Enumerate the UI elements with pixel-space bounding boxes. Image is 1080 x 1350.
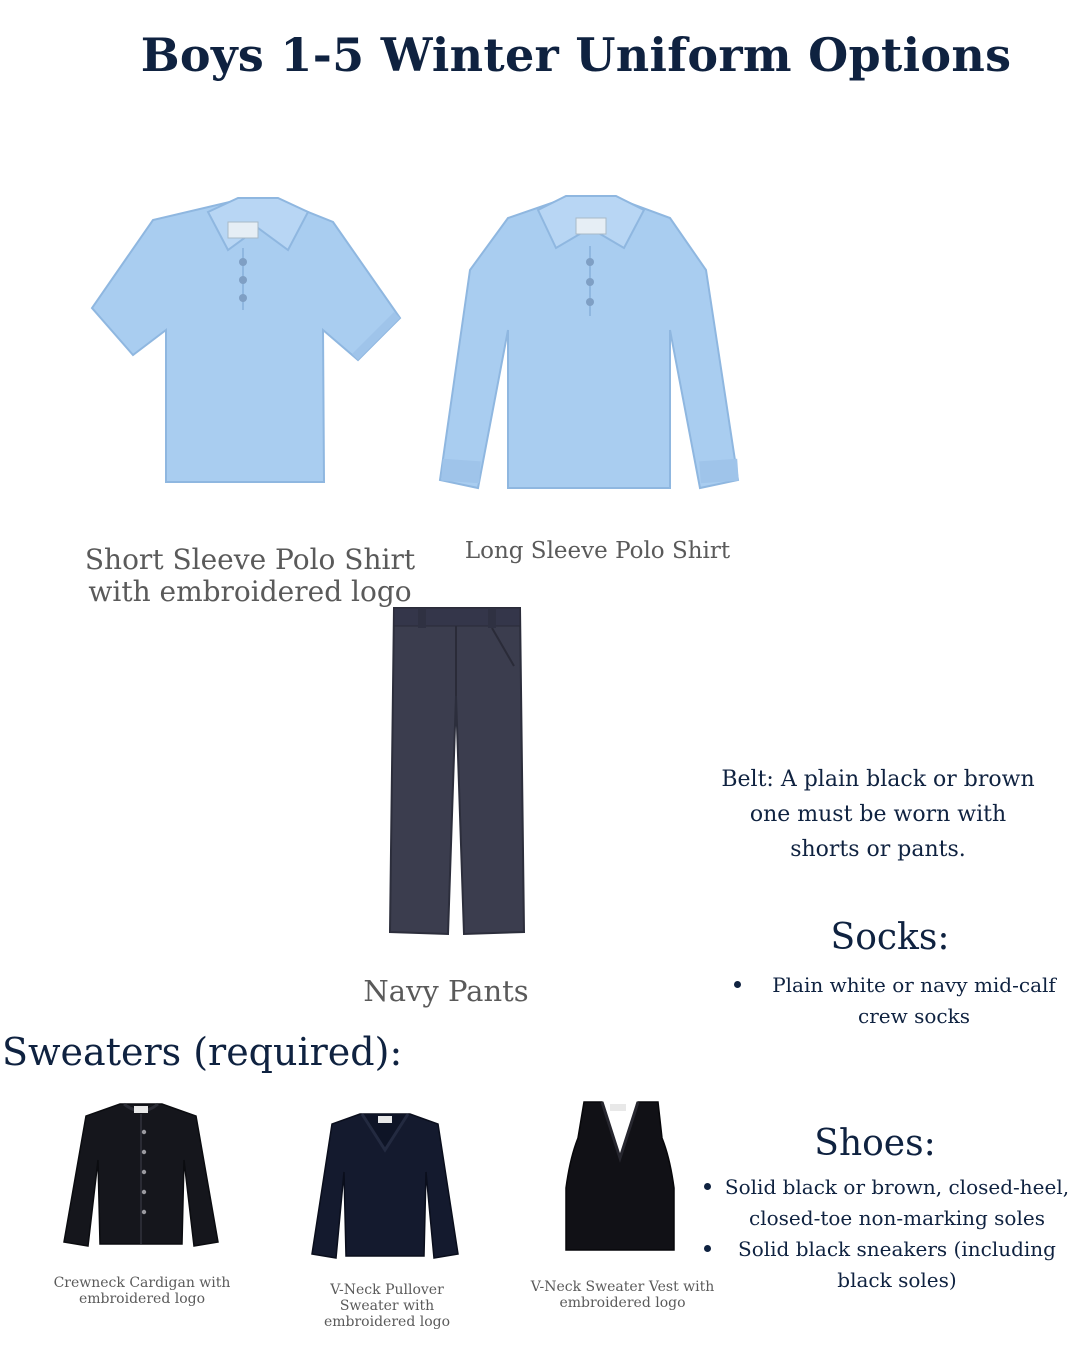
belt-note: Belt: A plain black or brown one must be worn with shorts or pants.: [721, 767, 1035, 862]
shoes-bullet: [702, 1172, 1072, 1234]
socks-bullet-text: Plain white or navy mid-calf crew socks: [772, 973, 1056, 1028]
long-polo-caption: Long Sleeve Polo Shirt: [464, 538, 731, 564]
short-polo-caption: Short Sleeve Polo Shirt with embroidered logo: [84, 543, 416, 608]
cardigan-icon: [62, 1100, 220, 1248]
page-title: Boys 1-5 Winter Uniform Options: [140, 28, 1012, 82]
socks-bullet: [730, 970, 1070, 1032]
vest-icon: [562, 1098, 678, 1254]
shoes-list: [702, 1172, 1072, 1296]
socks-heading: Socks:: [830, 917, 950, 958]
shoes-bullet: [702, 1234, 1072, 1296]
socks-list: [730, 970, 1070, 1032]
pullover-icon: [310, 1110, 460, 1260]
cardigan-caption: Crewneck Cardigan with embroidered logo: [53, 1275, 231, 1307]
pullover-caption: V-Neck Pullover Sweater with embroidered logo: [323, 1282, 451, 1330]
pants-caption: Navy Pants: [363, 974, 529, 1008]
long-sleeve-polo-icon: [438, 190, 743, 495]
sweaters-heading: Sweaters (required):: [2, 1030, 403, 1074]
shoes-bullet-text: Solid black or brown, closed-heel, closed-toe non-marking soles: [724, 1175, 1070, 1230]
short-sleeve-polo-icon: [88, 190, 408, 490]
vest-caption: V-Neck Sweater Vest with embroidered logo: [530, 1279, 715, 1311]
shoes-heading: Shoes:: [814, 1123, 936, 1164]
navy-pants-icon: [388, 606, 528, 938]
shoes-bullet-text: Solid black sneakers (including black soles): [738, 1237, 1056, 1292]
